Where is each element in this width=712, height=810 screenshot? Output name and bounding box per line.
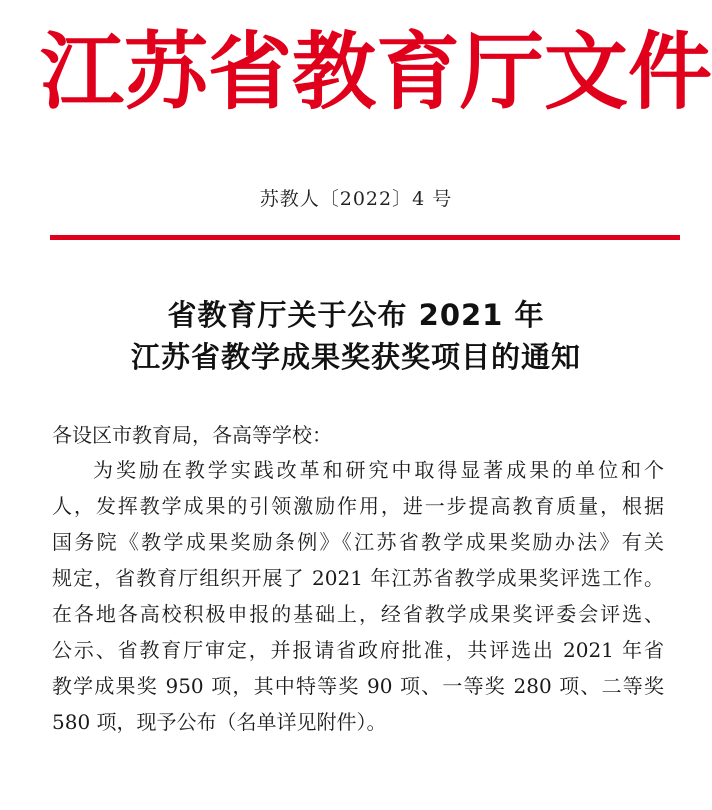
body-line: 规定，省教育厅组织开展了 2021 年江苏省教学成果奖评选工作。 bbox=[52, 566, 664, 590]
body-line: 公示、省教育厅审定，并报请省政府批准，共评选出 2021 年省 bbox=[52, 638, 664, 662]
body-line: 教学成果奖 950 项，其中特等奖 90 项、一等奖 280 项、二等奖 bbox=[52, 674, 664, 698]
salutation: 各设区市教育局，各高等学校： bbox=[52, 423, 332, 447]
red-divider bbox=[50, 235, 680, 240]
body-line: 国务院《教学成果奖励条例》《江苏省教学成果奖励办法》有关 bbox=[52, 530, 664, 554]
body-line: 在各地各高校积极申报的基础上，经省教学成果奖评委会评选、 bbox=[52, 602, 664, 626]
masthead-title: 江苏省教育厅文件 bbox=[40, 23, 712, 121]
document-number: 苏教人〔2022〕4 号 bbox=[259, 188, 453, 210]
body-line: 人，发挥教学成果的引领激励作用，进一步提高教育质量，根据 bbox=[52, 494, 664, 518]
body-line: 为奖励在教学实践改革和研究中取得显著成果的单位和个 bbox=[93, 458, 664, 482]
notice-title-line-1: 省教育厅关于公布 2021 年 bbox=[167, 298, 545, 332]
body-line: 580 项，现予公布（名单详见附件）。 bbox=[52, 710, 387, 734]
notice-title-line-2: 江苏省教学成果奖获奖项目的通知 bbox=[130, 340, 581, 374]
